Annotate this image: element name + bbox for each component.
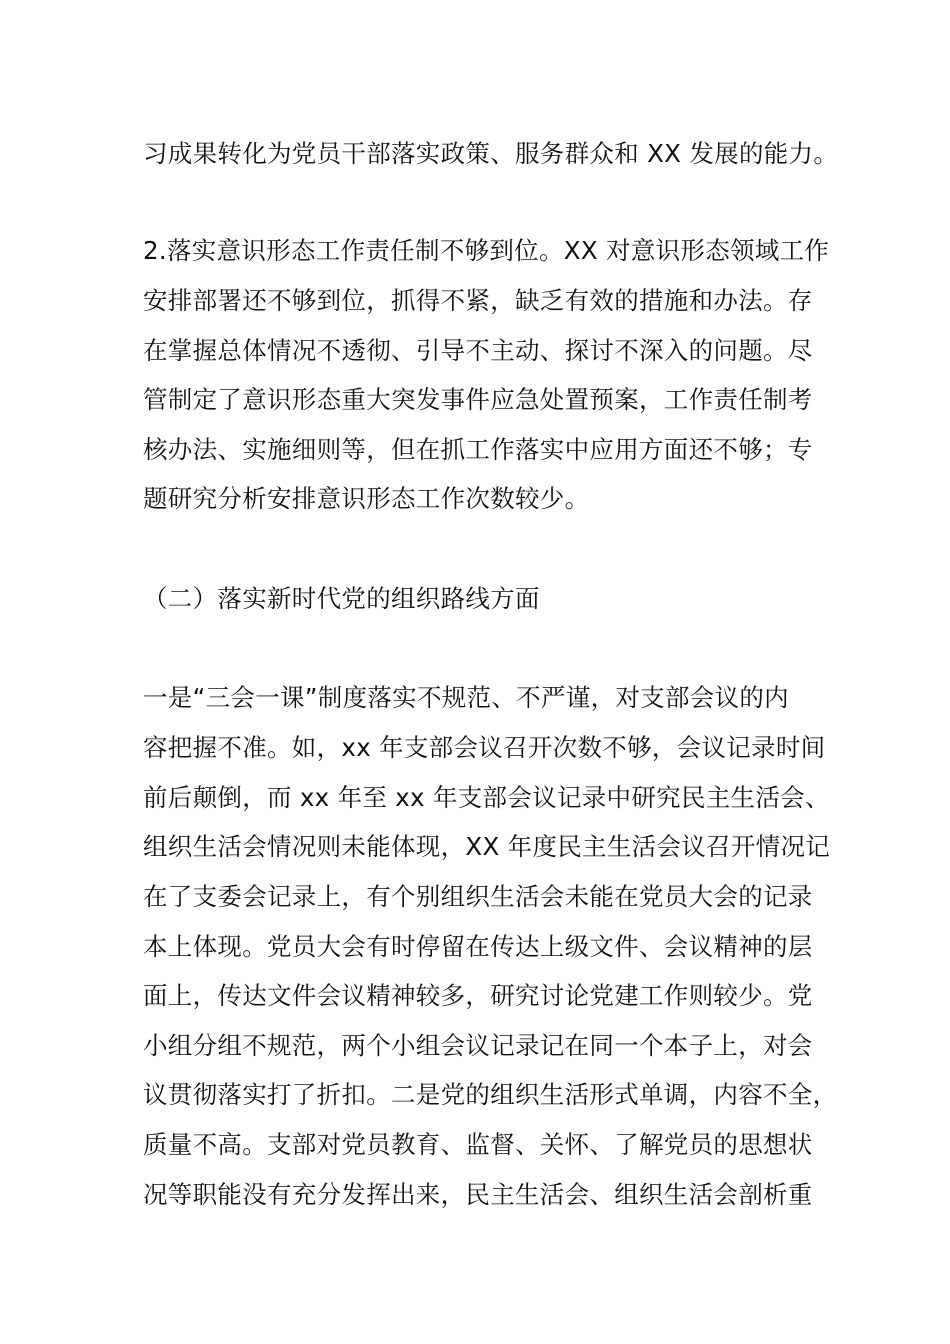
text-line-item-2-heading: 2.落实意识形态工作责任制不够到位。XX 对意识形态领域工作 [143, 236, 830, 265]
text-line: 前后颠倒，而 xx 年至 xx 年支部会议记录中研究民主生活会、 [143, 783, 830, 812]
text-line-continuation: 习成果转化为党员干部落实政策、服务群众和 XX 发展的能力。 [143, 139, 839, 168]
text-line: 组织生活会情况则未能体现，XX 年度民主生活会议召开情况记 [143, 832, 831, 861]
text-line: 安排部署还不够到位，抓得不紧，缺乏有效的措施和办法。存 [143, 286, 813, 315]
text-line: 议贯彻落实打了折扣。二是党的组织生活形式单调，内容不全， [143, 1080, 838, 1109]
text-line: 况等职能没有充分发挥出来，民主生活会、组织生活会剖析重 [143, 1180, 813, 1209]
text-line: 小组分组不规范，两个小组会议记录记在同一个本子上，对会 [143, 1031, 813, 1060]
text-line: 质量不高。支部对党员教育、监督、关怀、了解党员的思想状 [143, 1130, 813, 1159]
text-line: 面上，传达文件会议精神较多，研究讨论党建工作则较少。党 [143, 981, 813, 1010]
text-line: 容把握不准。如，xx 年支部会议召开次数不够，会议记录时间 [143, 733, 826, 762]
text-line: 在了支委会记录上，有个别组织生活会未能在党员大会的记录 [143, 882, 813, 911]
text-line: 在掌握总体情况不透彻、引导不主动、探讨不深入的问题。尽 [143, 336, 813, 365]
text-line: 一是“三会一课”制度落实不规范、不严谨，对支部会议的内 [143, 683, 789, 712]
text-line: 本上体现。党员大会有时停留在传达上级文件、会议精神的层 [143, 932, 813, 961]
text-line: 题研究分析安排意识形态工作次数较少。 [143, 484, 590, 513]
text-line: 管制定了意识形态重大突发事件应急处置预案，工作责任制考 [143, 385, 813, 414]
section-heading: （二）落实新时代党的组织路线方面 [143, 584, 540, 613]
text-line: 核办法、实施细则等，但在抓工作落实中应用方面还不够；专 [143, 435, 813, 464]
